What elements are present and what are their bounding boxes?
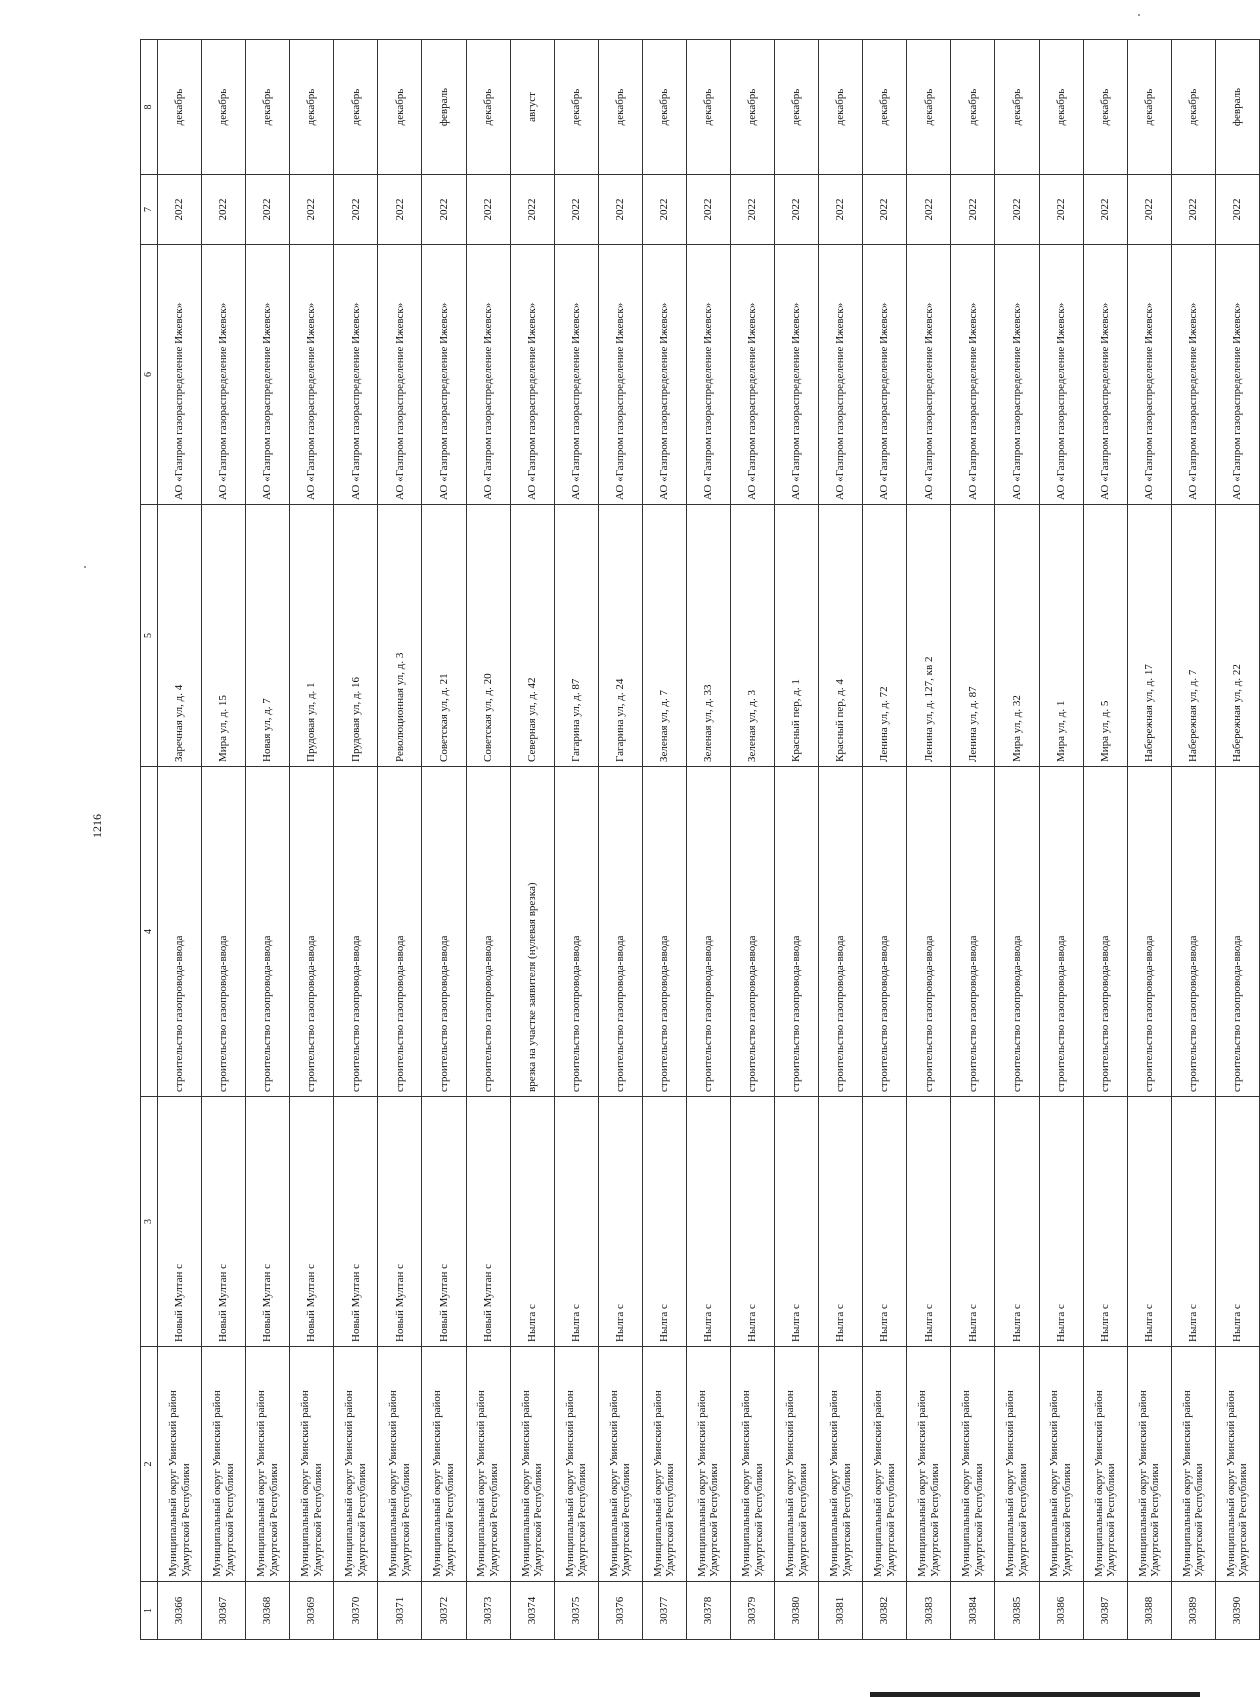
- organization-cell: АО «Газпром газораспределение Ижевск»: [642, 245, 686, 505]
- year-cell: 2022: [1215, 175, 1259, 245]
- row-number: 30388: [1127, 1582, 1171, 1640]
- district-cell: Муниципальный округ Увинский район Удмуртской Республики: [642, 1347, 686, 1582]
- settlement-cell: Нылга с: [554, 1097, 598, 1347]
- settlement-cell: Новый Мултан с: [422, 1097, 466, 1347]
- month-cell: декабрь: [1039, 40, 1083, 175]
- scan-edge-mark: [870, 1692, 1200, 1697]
- table-row: [378, 40, 422, 1640]
- address-cell: Зеленая ул, д. 7: [642, 505, 686, 767]
- address-cell: Гагарина ул, д. 24: [598, 505, 642, 767]
- table-row: [466, 40, 510, 1640]
- work-type-cell: строительство газопровода-ввода: [1127, 767, 1171, 1097]
- month-cell: декабрь: [863, 40, 907, 175]
- district-cell: Муниципальный округ Увинский район Удмуртской Республики: [378, 1347, 422, 1582]
- row-number: 30375: [554, 1582, 598, 1640]
- address-cell: Зеленая ул, д. 3: [731, 505, 775, 767]
- organization-cell: АО «Газпром газораспределение Ижевск»: [1127, 245, 1171, 505]
- row-number: 30372: [422, 1582, 466, 1640]
- table-row: [290, 40, 334, 1640]
- table-row: [995, 40, 1039, 1640]
- row-number: 30389: [1171, 1582, 1215, 1640]
- district-cell: Муниципальный округ Увинский район Удмуртской Республики: [466, 1347, 510, 1582]
- address-cell: Ленина ул, д. 72: [863, 505, 907, 767]
- header-col-2: 2: [141, 1347, 158, 1582]
- year-cell: 2022: [642, 175, 686, 245]
- header-col-3: 3: [141, 1097, 158, 1347]
- work-type-cell: строительство газопровода-ввода: [246, 767, 290, 1097]
- organization-cell: АО «Газпром газораспределение Ижевск»: [466, 245, 510, 505]
- organization-cell: АО «Газпром газораспределение Ижевск»: [995, 245, 1039, 505]
- year-cell: 2022: [1171, 175, 1215, 245]
- address-cell: Ленина ул, д. 87: [951, 505, 995, 767]
- organization-cell: АО «Газпром газораспределение Ижевск»: [334, 245, 378, 505]
- year-cell: 2022: [731, 175, 775, 245]
- address-cell: Набережная ул, д. 17: [1127, 505, 1171, 767]
- row-number: 30368: [246, 1582, 290, 1640]
- work-type-cell: строительство газопровода-ввода: [378, 767, 422, 1097]
- work-type-cell: строительство газопровода-ввода: [1083, 767, 1127, 1097]
- row-number: 30387: [1083, 1582, 1127, 1640]
- month-cell: декабрь: [907, 40, 951, 175]
- organization-cell: АО «Газпром газораспределение Ижевск»: [1215, 245, 1259, 505]
- table-row: [1039, 40, 1083, 1640]
- address-cell: Новая ул, д. 7: [246, 505, 290, 767]
- table-row: [422, 40, 466, 1640]
- work-type-cell: строительство газопровода-ввода: [907, 767, 951, 1097]
- settlement-cell: Новый Мултан с: [334, 1097, 378, 1347]
- year-cell: 2022: [686, 175, 730, 245]
- district-cell: Муниципальный округ Увинский район Удмуртской Республики: [863, 1347, 907, 1582]
- table-row: [731, 40, 775, 1640]
- organization-cell: АО «Газпром газораспределение Ижевск»: [819, 245, 863, 505]
- month-cell: февраль: [1215, 40, 1259, 175]
- district-cell: Муниципальный округ Увинский район Удмуртской Республики: [1171, 1347, 1215, 1582]
- district-cell: Муниципальный округ Увинский район Удмуртской Республики: [246, 1347, 290, 1582]
- settlement-cell: Нылга с: [907, 1097, 951, 1347]
- address-cell: Мира ул, д. 5: [1083, 505, 1127, 767]
- district-cell: Муниципальный округ Увинский район Удмуртской Республики: [334, 1347, 378, 1582]
- month-cell: декабрь: [995, 40, 1039, 175]
- table-row: [334, 40, 378, 1640]
- organization-cell: АО «Газпром газораспределение Ижевск»: [686, 245, 730, 505]
- district-cell: Муниципальный округ Увинский район Удмуртской Республики: [995, 1347, 1039, 1582]
- month-cell: декабрь: [290, 40, 334, 175]
- organization-cell: АО «Газпром газораспределение Ижевск»: [1039, 245, 1083, 505]
- address-cell: Набережная ул, д. 22: [1215, 505, 1259, 767]
- year-cell: 2022: [334, 175, 378, 245]
- year-cell: 2022: [598, 175, 642, 245]
- table-row: [1127, 40, 1171, 1640]
- address-cell: Заречная ул, д. 4: [158, 505, 202, 767]
- address-cell: Красный пер, д. 1: [775, 505, 819, 767]
- address-cell: Революционная ул, д. 3: [378, 505, 422, 767]
- table-row: [1215, 40, 1259, 1640]
- district-cell: Муниципальный округ Увинский район Удмуртской Республики: [202, 1347, 246, 1582]
- row-number: 30385: [995, 1582, 1039, 1640]
- district-cell: Муниципальный округ Увинский район Удмуртской Республики: [731, 1347, 775, 1582]
- settlement-cell: Нылга с: [1039, 1097, 1083, 1347]
- header-col-7: 7: [141, 175, 158, 245]
- year-cell: 2022: [1039, 175, 1083, 245]
- table-row: [1171, 40, 1215, 1640]
- work-type-cell: строительство газопровода-ввода: [290, 767, 334, 1097]
- header-col-5: 5: [141, 505, 158, 767]
- address-cell: Прудовая ул, д. 16: [334, 505, 378, 767]
- month-cell: декабрь: [951, 40, 995, 175]
- district-cell: Муниципальный округ Увинский район Удмуртской Республики: [1039, 1347, 1083, 1582]
- year-cell: 2022: [1127, 175, 1171, 245]
- settlement-cell: Новый Мултан с: [246, 1097, 290, 1347]
- year-cell: 2022: [1083, 175, 1127, 245]
- district-cell: Муниципальный округ Увинский район Удмуртской Республики: [1127, 1347, 1171, 1582]
- work-type-cell: врезка на участке заявителя (нулевая врезка): [510, 767, 554, 1097]
- settlement-cell: Нылга с: [510, 1097, 554, 1347]
- settlement-cell: Новый Мултан с: [290, 1097, 334, 1347]
- work-type-cell: строительство газопровода-ввода: [1215, 767, 1259, 1097]
- organization-cell: АО «Газпром газораспределение Ижевск»: [202, 245, 246, 505]
- row-number: 30379: [731, 1582, 775, 1640]
- organization-cell: АО «Газпром газораспределение Ижевск»: [378, 245, 422, 505]
- year-cell: 2022: [907, 175, 951, 245]
- row-number: 30374: [510, 1582, 554, 1640]
- address-cell: Северная ул, д. 42: [510, 505, 554, 767]
- year-cell: 2022: [158, 175, 202, 245]
- work-type-cell: строительство газопровода-ввода: [334, 767, 378, 1097]
- month-cell: декабрь: [598, 40, 642, 175]
- settlement-cell: Новый Мултан с: [466, 1097, 510, 1347]
- settlement-cell: Нылга с: [995, 1097, 1039, 1347]
- table-row: [510, 40, 554, 1640]
- organization-cell: АО «Газпром газораспределение Ижевск»: [1171, 245, 1215, 505]
- row-number: 30390: [1215, 1582, 1259, 1640]
- organization-cell: АО «Газпром газораспределение Ижевск»: [510, 245, 554, 505]
- settlement-cell: Нылга с: [598, 1097, 642, 1347]
- table-row: [554, 40, 598, 1640]
- work-type-cell: строительство газопровода-ввода: [1171, 767, 1215, 1097]
- year-cell: 2022: [554, 175, 598, 245]
- district-cell: Муниципальный округ Увинский район Удмуртской Республики: [775, 1347, 819, 1582]
- settlement-cell: Нылга с: [1127, 1097, 1171, 1347]
- settlement-cell: Нылга с: [731, 1097, 775, 1347]
- month-cell: декабрь: [466, 40, 510, 175]
- work-type-cell: строительство газопровода-ввода: [1039, 767, 1083, 1097]
- settlement-cell: Нылга с: [1083, 1097, 1127, 1347]
- organization-cell: АО «Газпром газораспределение Ижевск»: [1083, 245, 1127, 505]
- table-row: [202, 40, 246, 1640]
- district-cell: Муниципальный округ Увинский район Удмуртской Республики: [951, 1347, 995, 1582]
- address-cell: Мира ул, д. 1: [1039, 505, 1083, 767]
- work-type-cell: строительство газопровода-ввода: [951, 767, 995, 1097]
- rotated-table-container: [140, 40, 1260, 1640]
- address-cell: Гагарина ул, д. 87: [554, 505, 598, 767]
- work-type-cell: строительство газопровода-ввода: [422, 767, 466, 1097]
- settlement-cell: Нылга с: [775, 1097, 819, 1347]
- year-cell: 2022: [378, 175, 422, 245]
- row-number: 30376: [598, 1582, 642, 1640]
- settlement-cell: Нылга с: [686, 1097, 730, 1347]
- year-cell: 2022: [422, 175, 466, 245]
- settlement-cell: Нылга с: [1215, 1097, 1259, 1347]
- organization-cell: АО «Газпром газораспределение Ижевск»: [907, 245, 951, 505]
- month-cell: декабрь: [1171, 40, 1215, 175]
- address-cell: Мира ул, д. 15: [202, 505, 246, 767]
- page-number: 1216: [90, 814, 104, 838]
- year-cell: 2022: [290, 175, 334, 245]
- year-cell: 2022: [863, 175, 907, 245]
- scan-speck: [1138, 14, 1140, 16]
- row-number: 30373: [466, 1582, 510, 1640]
- row-number: 30384: [951, 1582, 995, 1640]
- organization-cell: АО «Газпром газораспределение Ижевск»: [775, 245, 819, 505]
- year-cell: 2022: [951, 175, 995, 245]
- organization-cell: АО «Газпром газораспределение Ижевск»: [422, 245, 466, 505]
- district-cell: Муниципальный округ Увинский район Удмуртской Республики: [158, 1347, 202, 1582]
- work-type-cell: строительство газопровода-ввода: [863, 767, 907, 1097]
- settlement-cell: Нылга с: [863, 1097, 907, 1347]
- year-cell: 2022: [819, 175, 863, 245]
- month-cell: декабрь: [731, 40, 775, 175]
- month-cell: декабрь: [158, 40, 202, 175]
- month-cell: декабрь: [642, 40, 686, 175]
- year-cell: 2022: [246, 175, 290, 245]
- address-cell: Прудовая ул, д. 1: [290, 505, 334, 767]
- district-cell: Муниципальный округ Увинский район Удмуртской Республики: [686, 1347, 730, 1582]
- table-row: [598, 40, 642, 1640]
- district-cell: Муниципальный округ Увинский район Удмуртской Республики: [819, 1347, 863, 1582]
- table-row: [907, 40, 951, 1640]
- district-cell: Муниципальный округ Увинский район Удмуртской Республики: [1083, 1347, 1127, 1582]
- row-number: 30370: [334, 1582, 378, 1640]
- work-type-cell: строительство газопровода-ввода: [466, 767, 510, 1097]
- month-cell: декабрь: [334, 40, 378, 175]
- header-col-6: 6: [141, 245, 158, 505]
- month-cell: декабрь: [1083, 40, 1127, 175]
- work-type-cell: строительство газопровода-ввода: [731, 767, 775, 1097]
- settlement-cell: Новый Мултан с: [202, 1097, 246, 1347]
- work-type-cell: строительство газопровода-ввода: [202, 767, 246, 1097]
- settlement-cell: Нылга с: [642, 1097, 686, 1347]
- address-cell: Зеленая ул, д. 33: [686, 505, 730, 767]
- table-row: [158, 40, 202, 1640]
- year-cell: 2022: [510, 175, 554, 245]
- address-cell: Мира ул, д. 32: [995, 505, 1039, 767]
- table-row: [1083, 40, 1127, 1640]
- month-cell: декабрь: [775, 40, 819, 175]
- table-row: [863, 40, 907, 1640]
- row-number: 30366: [158, 1582, 202, 1640]
- organization-cell: АО «Газпром газораспределение Ижевск»: [951, 245, 995, 505]
- organization-cell: АО «Газпром газораспределение Ижевск»: [731, 245, 775, 505]
- scan-speck: [84, 566, 86, 568]
- year-cell: 2022: [202, 175, 246, 245]
- address-cell: Советская ул, д. 21: [422, 505, 466, 767]
- table-row: [642, 40, 686, 1640]
- work-type-cell: строительство газопровода-ввода: [819, 767, 863, 1097]
- year-cell: 2022: [995, 175, 1039, 245]
- table-body: [158, 40, 1260, 1640]
- table-row: [775, 40, 819, 1640]
- header-row: [141, 40, 158, 1640]
- settlement-cell: Новый Мултан с: [158, 1097, 202, 1347]
- address-cell: Красный пер, д. 4: [819, 505, 863, 767]
- month-cell: декабрь: [378, 40, 422, 175]
- address-cell: Набережная ул, д. 7: [1171, 505, 1215, 767]
- district-cell: Муниципальный округ Увинский район Удмуртской Республики: [510, 1347, 554, 1582]
- settlement-cell: Нылга с: [819, 1097, 863, 1347]
- district-cell: Муниципальный округ Увинский район Удмуртской Республики: [598, 1347, 642, 1582]
- organization-cell: АО «Газпром газораспределение Ижевск»: [863, 245, 907, 505]
- month-cell: февраль: [422, 40, 466, 175]
- settlement-cell: Новый Мултан с: [378, 1097, 422, 1347]
- gasification-table: [140, 39, 1260, 1640]
- month-cell: декабрь: [202, 40, 246, 175]
- district-cell: Муниципальный округ Увинский район Удмуртской Республики: [554, 1347, 598, 1582]
- row-number: 30377: [642, 1582, 686, 1640]
- work-type-cell: строительство газопровода-ввода: [642, 767, 686, 1097]
- header-col-8: 8: [141, 40, 158, 175]
- row-number: 30382: [863, 1582, 907, 1640]
- row-number: 30371: [378, 1582, 422, 1640]
- table-row: [246, 40, 290, 1640]
- work-type-cell: строительство газопровода-ввода: [598, 767, 642, 1097]
- table-row: [819, 40, 863, 1640]
- row-number: 30381: [819, 1582, 863, 1640]
- district-cell: Муниципальный округ Увинский район Удмуртской Республики: [290, 1347, 334, 1582]
- district-cell: Муниципальный округ Увинский район Удмуртской Республики: [1215, 1347, 1259, 1582]
- table-row: [951, 40, 995, 1640]
- address-cell: Советская ул, д. 20: [466, 505, 510, 767]
- organization-cell: АО «Газпром газораспределение Ижевск»: [554, 245, 598, 505]
- row-number: 30383: [907, 1582, 951, 1640]
- organization-cell: АО «Газпром газораспределение Ижевск»: [598, 245, 642, 505]
- month-cell: декабрь: [686, 40, 730, 175]
- row-number: 30380: [775, 1582, 819, 1640]
- row-number: 30367: [202, 1582, 246, 1640]
- month-cell: август: [510, 40, 554, 175]
- organization-cell: АО «Газпром газораспределение Ижевск»: [246, 245, 290, 505]
- row-number: 30378: [686, 1582, 730, 1640]
- work-type-cell: строительство газопровода-ввода: [554, 767, 598, 1097]
- row-number: 30386: [1039, 1582, 1083, 1640]
- district-cell: Муниципальный округ Увинский район Удмуртской Республики: [907, 1347, 951, 1582]
- district-cell: Муниципальный округ Увинский район Удмуртской Республики: [422, 1347, 466, 1582]
- month-cell: декабрь: [1127, 40, 1171, 175]
- month-cell: декабрь: [554, 40, 598, 175]
- address-cell: Ленина ул, д. 127, кв 2: [907, 505, 951, 767]
- year-cell: 2022: [466, 175, 510, 245]
- year-cell: 2022: [775, 175, 819, 245]
- settlement-cell: Нылга с: [1171, 1097, 1215, 1347]
- settlement-cell: Нылга с: [951, 1097, 995, 1347]
- work-type-cell: строительство газопровода-ввода: [158, 767, 202, 1097]
- organization-cell: АО «Газпром газораспределение Ижевск»: [158, 245, 202, 505]
- row-number: 30369: [290, 1582, 334, 1640]
- header-col-1: 1: [141, 1582, 158, 1640]
- work-type-cell: строительство газопровода-ввода: [775, 767, 819, 1097]
- work-type-cell: строительство газопровода-ввода: [686, 767, 730, 1097]
- table-row: [686, 40, 730, 1640]
- month-cell: декабрь: [819, 40, 863, 175]
- month-cell: декабрь: [246, 40, 290, 175]
- work-type-cell: строительство газопровода-ввода: [995, 767, 1039, 1097]
- organization-cell: АО «Газпром газораспределение Ижевск»: [290, 245, 334, 505]
- header-col-4: 4: [141, 767, 158, 1097]
